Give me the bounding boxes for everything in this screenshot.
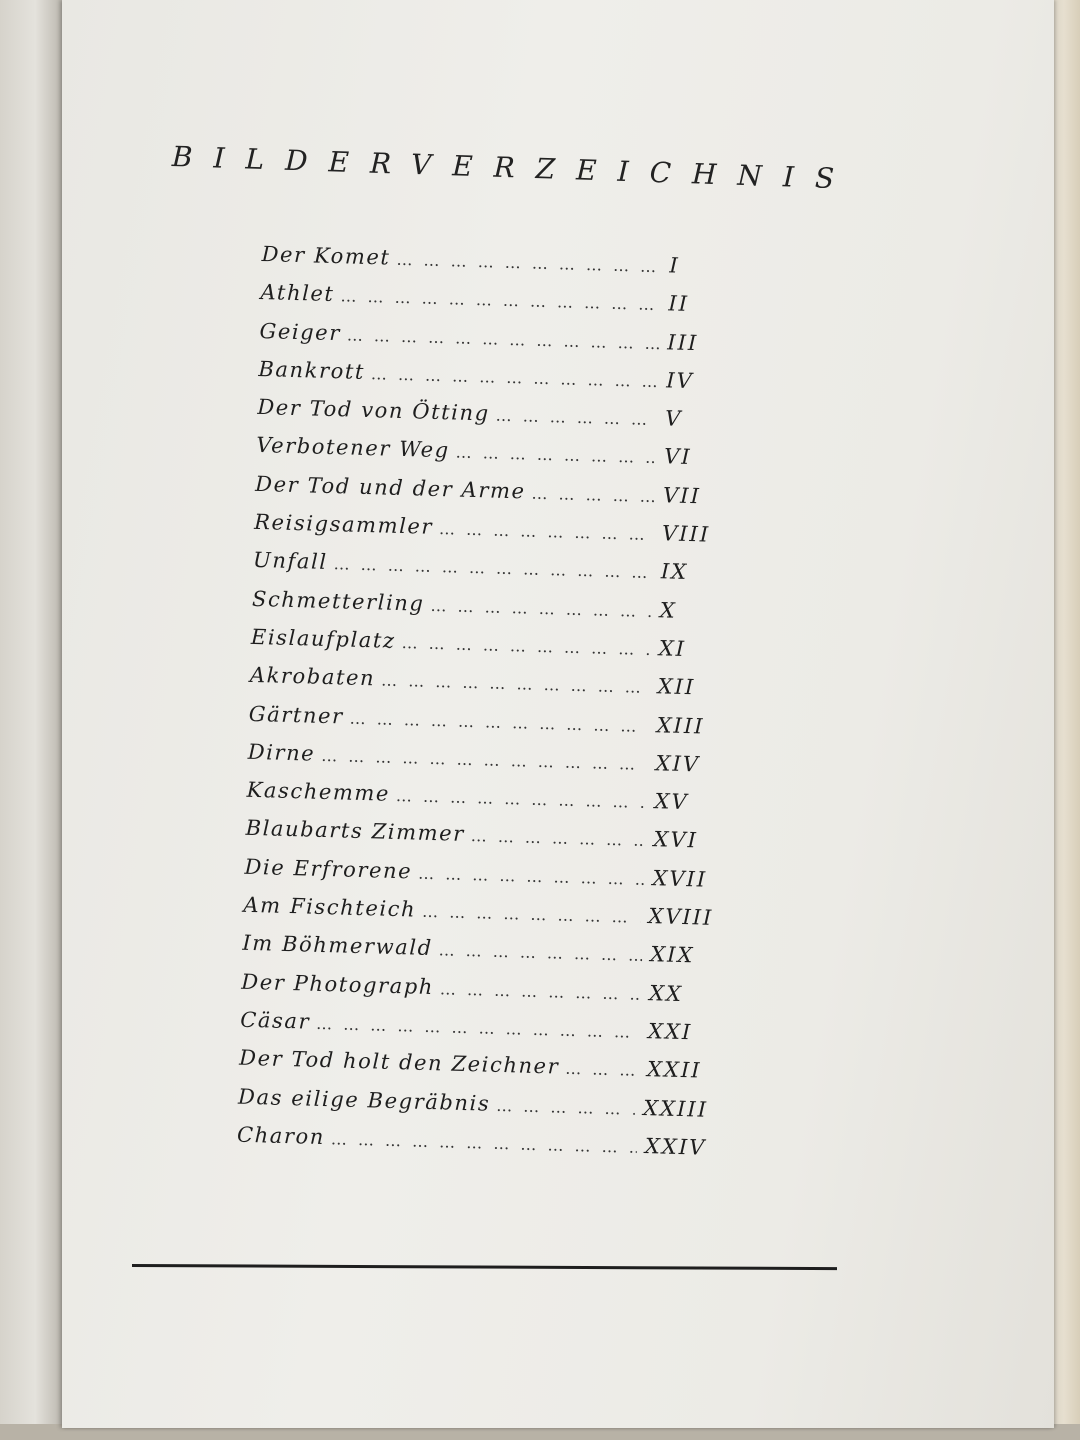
entry-number: XIII <box>656 712 705 739</box>
dot-leader <box>347 325 660 353</box>
dot-leader <box>340 287 660 315</box>
entry-number: XVI <box>653 827 699 853</box>
dot-leader <box>455 443 656 468</box>
entry-title: Am Fischteich <box>243 892 417 922</box>
dot-leader <box>381 671 650 697</box>
entry-title: Eislaufplatz <box>250 624 397 653</box>
entry-number: XXI <box>647 1019 693 1045</box>
entry-number: XIX <box>649 942 695 968</box>
dot-leader <box>349 708 648 735</box>
entry-title: Der Komet <box>261 242 391 270</box>
dot-leader <box>396 786 647 812</box>
entry-number: X <box>659 597 678 623</box>
dot-leader <box>396 250 661 276</box>
entry-number: XI <box>658 636 687 661</box>
entry-number: III <box>667 329 699 355</box>
dot-leader <box>430 596 652 621</box>
entry-number: V <box>664 406 683 431</box>
page-title: BILDERVERZEICHNIS <box>171 140 856 196</box>
entry-title: Unfall <box>252 548 328 575</box>
entry-title: Charon <box>236 1122 326 1149</box>
entry-number: IV <box>665 368 695 393</box>
entry-title: Athlet <box>260 280 335 307</box>
entry-number: I <box>669 253 681 278</box>
entry-title: Das eilige Begräbnis <box>237 1084 491 1116</box>
entry-number: XIV <box>655 751 701 777</box>
entry-title: Blaubarts Zimmer <box>245 816 466 847</box>
entry-title: Cäsar <box>239 1007 311 1034</box>
entry-title: Die Erfrorene <box>244 854 413 884</box>
adjacent-page-edge <box>0 0 64 1440</box>
dot-leader <box>440 979 642 1004</box>
horizontal-rule <box>132 1264 837 1270</box>
entry-title: Verbotener Weg <box>255 433 451 463</box>
entry-number: XXIII <box>642 1095 709 1122</box>
entry-title: Reisigsammler <box>253 509 434 539</box>
dot-leader <box>316 1014 640 1042</box>
dot-leader <box>439 519 654 544</box>
entry-title: Der Tod holt den Zeichner <box>238 1045 560 1079</box>
entry-number: XV <box>654 789 689 815</box>
entry-number: XVIII <box>647 904 714 930</box>
entry-number: IX <box>660 559 689 585</box>
dot-leader <box>496 1095 635 1118</box>
entry-title: Schmetterling <box>251 586 425 616</box>
entry-title: Der Tod und der Arme <box>254 471 526 504</box>
dot-leader <box>438 941 642 966</box>
entry-title: Im Böhmerwald <box>242 931 434 961</box>
entry-number: XX <box>648 980 684 1006</box>
book-page <box>62 0 1054 1428</box>
entry-title: Bankrott <box>258 356 366 384</box>
dot-leader <box>418 863 645 888</box>
entry-number: XXII <box>646 1057 702 1083</box>
entry-title: Der Tod von Ötting <box>257 395 491 426</box>
entry-title: Akrobaten <box>249 663 376 691</box>
dot-leader <box>422 902 641 927</box>
dot-leader <box>401 633 651 659</box>
dot-leader <box>565 1059 639 1080</box>
entry-title: Geiger <box>259 318 342 345</box>
entry-title: Dirne <box>247 739 316 766</box>
dot-leader <box>331 1129 637 1157</box>
entry-number: XXIV <box>644 1133 707 1160</box>
entry-title: Kaschemme <box>246 777 391 806</box>
entry-number: II <box>668 291 690 317</box>
entry-number: XVII <box>652 865 708 892</box>
entry-number: VI <box>663 444 692 470</box>
dot-leader <box>333 555 653 583</box>
dot-leader <box>531 483 655 505</box>
dot-leader <box>471 827 646 851</box>
dot-leader <box>371 364 659 391</box>
entry-number: VIII <box>661 521 711 547</box>
illustration-list <box>236 242 731 1174</box>
entry-number: XII <box>657 674 696 700</box>
entry-title: Der Photograph <box>241 969 435 999</box>
entry-number: VII <box>662 483 702 509</box>
dot-leader <box>495 406 657 430</box>
dot-leader <box>321 746 648 774</box>
entry-title: Gärtner <box>248 701 345 729</box>
